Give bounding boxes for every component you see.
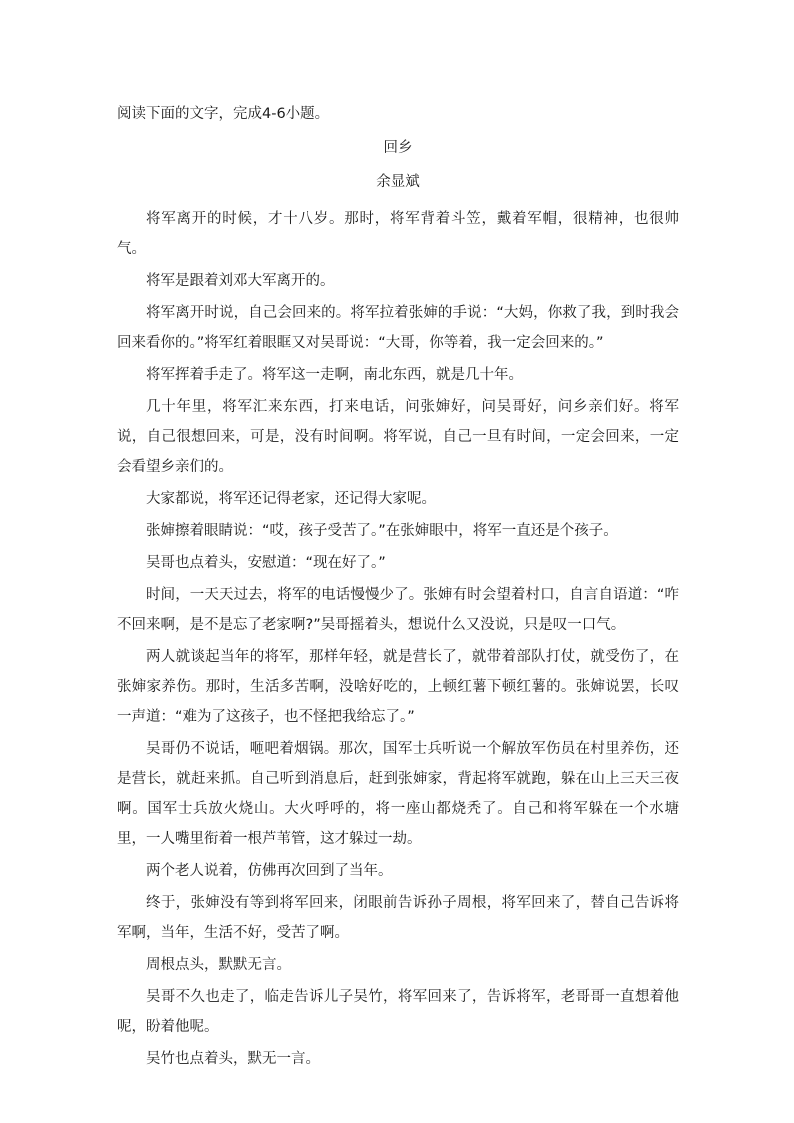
article-title: 回乡: [383, 140, 413, 156]
paragraph-6: 大家都说，将军还记得老家，还记得大家呢。: [146, 491, 436, 507]
paragraph-11: 吴哥仍不说话，咂吧着烟锅。那次，国军士兵听说一个解放军伤员在村里养伤，还是营长，就赶来抓。自己听到消息后，赶到张婶家，背起将军就跑，躲在山上三天三夜啊。国军士兵放火烧山。大火呼呼的，将一座山都烧秃了。自己和将军躲在一个水塘里，一人嘴里衔着一根芦苇管，这才躲过一劫。: [117, 741, 679, 847]
document-content: [117, 102, 679, 1076]
paragraph-9: 时间，一天天过去，将军的电话慢慢少了。张婶有时会望着村口，自言自语道：“咋不回来啊，是不是忘了老家啊?”吴哥摇着头，想说什么又没说，只是叹一口气。: [117, 587, 679, 633]
paragraph-7: 张婶擦着眼睛说：“哎，孩子受苦了。”在张婶眼中，将军一直还是个孩子。: [146, 523, 618, 539]
paragraph-4: 将军挥着手走了。将军这一走啊，南北东西，就是几十年。: [146, 367, 523, 383]
paragraph-8: 吴哥也点着头，安慰道：“现在好了。”: [146, 555, 386, 571]
paragraph-10: 两人就谈起当年的将军，那样年轻，就是营长了，就带着部队打仗，就受伤了，在张婶家养伤。那时，生活多苦啊，没啥好吃的，上顿红薯下顿红薯的。张婶说罢，长叹一声道：“难为了这孩子，也不怪把我给忘了。”: [117, 649, 679, 725]
paragraph-2: 将军是跟着刘邓大军离开的。: [146, 273, 335, 289]
paragraph-16: 吴竹也点着头，默无一言。: [146, 1051, 320, 1067]
paragraph-5: 几十年里，将军汇来东西，打来电话，问张婶好，问吴哥好，问乡亲们好。将军说，自己很想回来，可是，没有时间啊。将军说，自己一旦有时间，一定会回来，一定会看望乡亲们的。: [117, 399, 679, 475]
paragraph-3: 将军离开时说，自己会回来的。将军拉着张婶的手说：“大妈，你救了我，到时我会回来看你的。”将军红着眼眶又对吴哥说：“大哥，你等着，我一定会回来的。”: [117, 305, 679, 351]
paragraph-15: 吴哥不久也走了，临走告诉儿子吴竹，将军回来了，告诉将军，老哥哥一直想着他呢，盼着他呢。: [117, 989, 679, 1035]
paragraph-14: 周根点头，默默无言。: [146, 957, 291, 973]
article-author: 余显斌: [376, 174, 420, 190]
reading-instruction: 阅读下面的文字，完成4-6小题。: [117, 106, 330, 122]
paragraph-1: 将军离开的时候，才十八岁。那时，将军背着斗笠，戴着军帽，很精神，也很帅气。: [117, 211, 679, 257]
paragraph-12: 两个老人说着，仿佛再次回到了当年。: [146, 863, 393, 879]
paragraph-13: 终于，张婶没有等到将军回来，闭眼前告诉孙子周根，将军回来了，替自己告诉将军啊，当年，生活不好，受苦了啊。: [117, 895, 679, 941]
